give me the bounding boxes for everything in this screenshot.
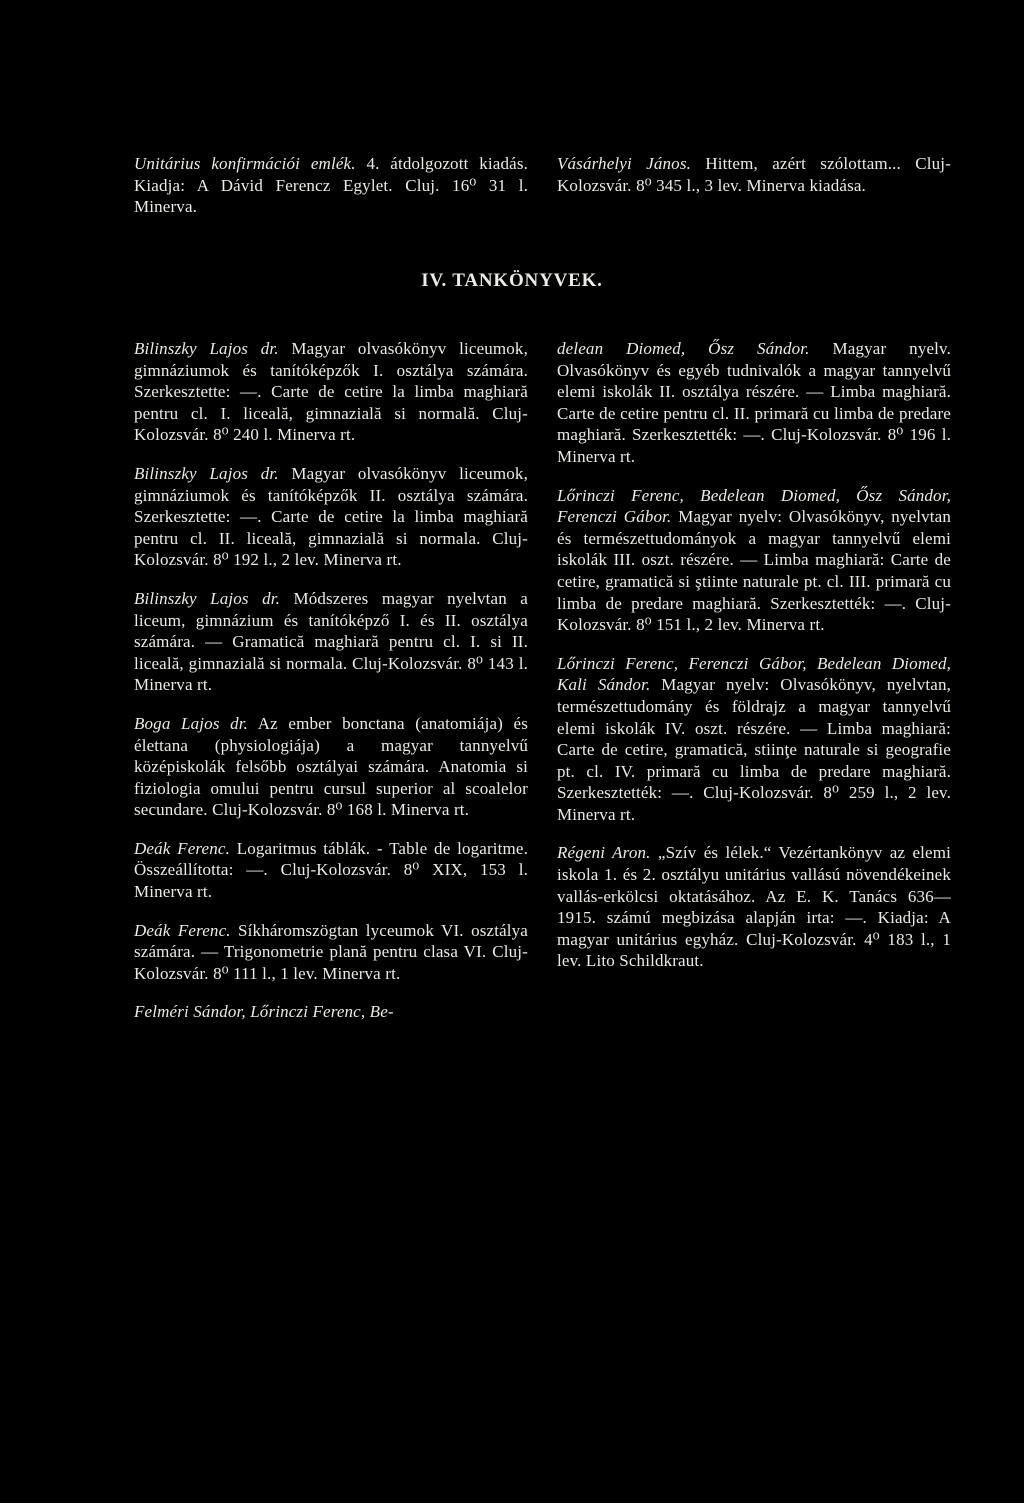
bibliography-entry <box>134 153 528 218</box>
entry-author: Felméri Sándor, Lőrinczi Ferenc, Be- <box>134 1002 394 1022</box>
entry-text: Logaritmus táblák. - Table de logaritme. Összeállította: —. Cluj-Kolozsvár. 8⁰ XIX, 153 l. Minerva rt. <box>134 838 528 902</box>
entry-author: Lőrinczi Ferenc, Bedelean Diomed, Ősz Sándor, Ferenczi Gábor. <box>557 485 951 527</box>
entry-author: delean Diomed, Ősz Sándor. <box>557 339 810 358</box>
entry-text: Magyar olvasókönyv liceumok, gimnáziumok és tanítóképzők I. osztálya számára. Szerkesztette: —. Carte de cetire la limba maghiară pentru cl. I. liceală, gimnazială si normală. Cluj-Kolozsvár. 8⁰ 240 l. Minerva rt. <box>134 339 528 445</box>
bibliography-entry <box>134 1001 528 1023</box>
bibliography-entry <box>557 842 951 972</box>
entry-author: Régeni Aron. <box>557 843 651 863</box>
entry-text: 4. átdolgozott kiadás. Kiadja: A Dávid Ferencz Egylet. Cluj. 16⁰ 31 l. Minerva. <box>134 154 528 217</box>
entry-text: „Szív és lélek.“ Vezértankönyv az elemi iskola 1. és 2. osztályu unitárius vallású növendékeinek vallás-erkölcsi oktatásához. Az E. K. Tanács 636—1915. számú megbizása alapján irta: —. Kiadja: A magyar unitárius egyház. Cluj-Kolozsvár. 4⁰ 183 l., 1 lev. Lito Schildkraut. <box>557 843 951 971</box>
entry-author: Deák Ferenc. <box>134 920 231 940</box>
entry-author: Bilinszky Lajos dr. <box>134 588 281 608</box>
entry-text: Hittem, azért szólottam... Cluj-Kolozsvár. 8⁰ 345 l., 3 lev. Minerva kiadása. <box>557 154 951 195</box>
entry-author: Bilinszky Lajos dr. <box>134 339 279 358</box>
bibliography-entry <box>557 485 951 636</box>
top-right-column <box>557 153 951 196</box>
bibliography-entry <box>134 713 528 821</box>
entry-text: Módszeres magyar nyelvtan a liceum, gimnázium és tanítóképző I. és II. osztálya számára. — Gramatică maghiară pentru cl. I. si II. liceală, gimnazială si normala. Cluj-Kolozsvár. 8⁰ 143 l. Minerva rt. <box>134 588 528 695</box>
entry-author: Unitárius konfirmációi emlék. <box>134 154 356 173</box>
left-column <box>134 338 528 1023</box>
top-left-column <box>134 153 528 218</box>
bibliography-entry <box>134 838 528 903</box>
right-column <box>557 338 951 972</box>
entry-author: Bilinszky Lajos dr. <box>134 463 279 483</box>
entry-text: Magyar nyelv: Olvasókönyv, nyelvtan, természettudomány és földrajz a magyar tannyelvű elemi iskolák IV. oszt. részére. — Limba maghiară: Carte de cetire, gramatică, stiinţe naturale si geografie pt. cl. IV. primară cu limba de predare maghiară. Szerkesztették: —. Cluj-Kolozsvár. 8⁰ 259 l., 2 lev. Minerva rt. <box>557 675 951 824</box>
bibliography-entry <box>134 920 528 985</box>
entry-author: Vásárhelyi János. <box>557 154 691 173</box>
bibliography-entry <box>557 153 951 196</box>
entry-text: Síkháromszögtan lyceumok VI. osztálya számára. — Trigonometrie plană pentru clasa VI. Cluj-Kolozsvár. 8⁰ 111 l., 1 lev. Minerva rt. <box>134 920 528 983</box>
bibliography-entry <box>557 653 951 826</box>
entry-author: Boga Lajos dr. <box>134 713 249 733</box>
section-heading: IV. TANKÖNYVEK. <box>421 270 603 291</box>
bibliography-entry <box>557 338 951 468</box>
bibliography-entry <box>134 588 528 696</box>
entry-author: Lőrinczi Ferenc, Ferenczi Gábor, Bedelean Diomed, Kali Sándor. <box>557 653 951 695</box>
entry-text: Magyar nyelv. Olvasókönyv és egyéb tudnivalók a magyar tannyelvű elemi iskolák II. osztálya részére. — Limba maghiară. Carte de cetire pentru cl. II. primară cu limba de predare maghiară. Szerkesztették: —. Cluj-Kolozsvár. 8⁰ 196 l. Minerva rt. <box>557 339 951 466</box>
entry-text: Magyar olvasókönyv liceumok, gimnáziumok és tanítóképzők II. osztálya számára. Szerkesztette: —. Carte de cetire la limba maghiară pentru cl. II. liceală, gimnazială si normala. Cluj-Kolozsvár. 8⁰ 192 l., 2 lev. Minerva rt. <box>134 463 528 570</box>
bibliography-entry <box>134 338 528 446</box>
entry-text: Az ember bonctana (anatomiája) és élettana (physiologiája) a magyar tannyelvű középiskolák felsőbb osztályai számára. Anatomia si fiziologia omului pentru cursul superior al scoalelor secundare. Cluj-Kolozsvár. 8⁰ 168 l. Minerva rt. <box>134 713 528 820</box>
bibliography-entry <box>134 463 528 571</box>
entry-author: Deák Ferenc. <box>134 838 230 858</box>
entry-text: Magyar nyelv: Olvasókönyv, nyelvtan és természettudományok a magyar tannyelvű elemi iskolák III. oszt. részére. — Limba maghiară: Carte de cetire, gramatică si ştiinte naturale pt. cl. III. primară cu limba de predare maghiară. Szerkesztették: —. Cluj-Kolozsvár. 8⁰ 151 l., 2 lev. Minerva rt. <box>557 507 951 635</box>
